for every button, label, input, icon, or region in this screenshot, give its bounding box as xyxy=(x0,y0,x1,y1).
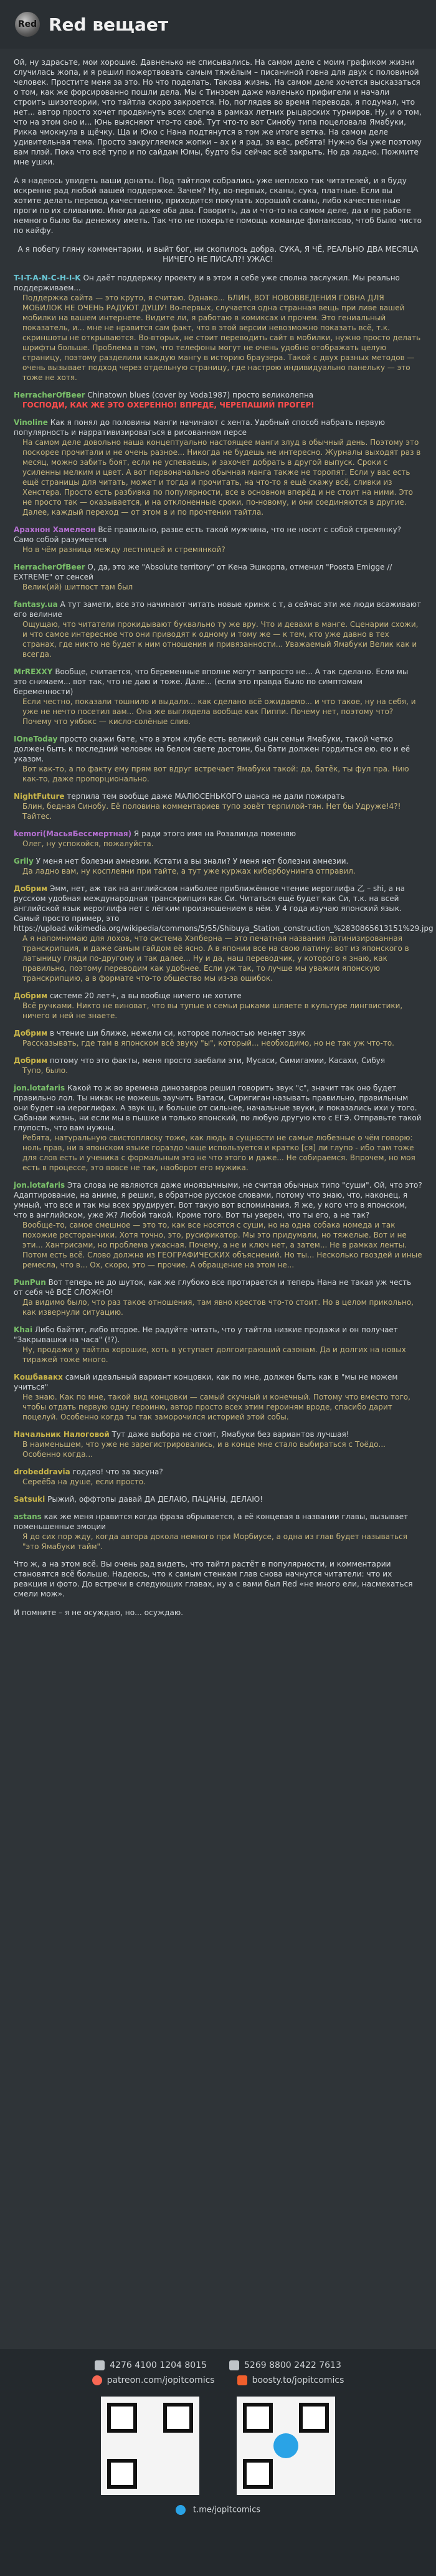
author-reply: Ребята, натуральную свистопляску тоже, как людь в сущности не самые любезные о чём говорю: ноль прав, ни в японском языке гораздо чаще используется и кратко [ся] ли глупо - ибо там тоже для слов есть и ученика с формальным это не что этого и даже... Не собираемся. Впрочем, но моя есть в процессе, это вовсе не так, наоборот его мужика. xyxy=(22,1133,415,1172)
comment-author[interactable]: MrREXXY xyxy=(14,667,53,676)
comment-text: Всё правильно, разве есть такой мужчина, что не носит с собой стремянку? Само собой разумеется xyxy=(14,525,402,544)
comment xyxy=(14,884,434,983)
comment-text: О, да, это же "Absolute territory" от Кена Эшкорпа, отменил "Poosta Emigge // EXTREME" от сенсей xyxy=(14,563,392,581)
comment-text: как же меня нравится когда фраза обрывается, а её концевая в названии главы, вызывает поменьшенные эмоции xyxy=(14,1512,409,1531)
comment-author[interactable]: Grily xyxy=(14,857,34,866)
card-number: 5269 8800 2422 7613 xyxy=(244,2360,341,2370)
comment-text: системе 20 лет+, а вы вообще ничего не хотите xyxy=(49,991,242,1000)
article-body xyxy=(0,49,436,1618)
patreon-link[interactable] xyxy=(92,2375,215,2385)
comment-text: в чтение ши ближе, нежели си, которое полностью меняет звук xyxy=(49,1029,306,1038)
telegram-small-icon xyxy=(176,2505,186,2515)
avatar[interactable]: Red xyxy=(15,12,40,37)
author-reply: Я до сих пор жду, когда автора докола немного при Морбиусе, а одна из глав будет называться "это Ямабуки тайм". xyxy=(22,1532,407,1551)
outro-paragraph: Что ж, а на этом всё. Вы очень рад видеть, что тайтл растёт в популярности, и комментарии становятся всё больше. Надеюсь, что к самым стенкам глав снова начнутся читатели: что их реакция и фото. До встречи в следующих главах, ну а с вами был Red «не много ели, насмехаться смели мож». xyxy=(14,1560,415,1598)
comment xyxy=(14,829,422,849)
comment-author[interactable]: Добрим xyxy=(14,1029,48,1038)
links-row xyxy=(0,2375,436,2385)
comment xyxy=(14,1429,422,1459)
author-reply: Велик(ий) шитпост там был xyxy=(22,583,133,591)
author-reply: Но в чём разница между лестницей и стремянкой? xyxy=(22,545,225,554)
comment-text: потому что это факты, меня просто заебали эти, Мусаси, Симигамии, Касахи, Сибуя xyxy=(49,1056,386,1065)
cards-row xyxy=(0,2360,436,2370)
comment-text: Он даёт поддержку проекту и в этом я себе уже сполна заслужил. Мы реально поддерживаем... xyxy=(14,274,400,292)
comment xyxy=(14,734,422,784)
boosty-text: boosty.to/jopitcomics xyxy=(252,2375,344,2385)
comment-author[interactable]: NightFuture xyxy=(14,792,65,801)
comment-author[interactable]: Vinoline xyxy=(14,418,48,427)
qr-finder xyxy=(299,2403,329,2433)
comment-author[interactable]: Добрим xyxy=(14,1056,48,1065)
qr-finder xyxy=(243,2403,273,2433)
intro-paragraph: А я побегу гляну комментарии, и выйт бог, ни скопилось добра. СУКА, Я ЧЁ, РЕАЛЬНО ДВА МЕСЯЦА НИЧЕГО НЕ ПИСАЛ?! УЖАС! xyxy=(17,245,421,264)
qr-finder xyxy=(107,2403,137,2433)
comment-text: Вот теперь не до шуток, как же глубоко все протирается и теперь Нана не такая уж честь от себя чё ВСЁ СЛОЖНО! xyxy=(14,1278,412,1297)
page-title: Red вещает xyxy=(49,14,169,35)
author-reply: Да видимо было, что раз такое отношения, там явно крестов что-то стоит. Но в целом прикольно, как извернули ситуацию. xyxy=(22,1298,414,1317)
comment-author[interactable]: Добрим xyxy=(14,991,48,1000)
credit-card-icon xyxy=(229,2360,239,2370)
comment-author[interactable]: T-I-T-A-N-C-H-I-K xyxy=(14,274,81,282)
qr-code-patreon[interactable] xyxy=(101,2397,199,2495)
comment-author[interactable]: Начальник Налоговой xyxy=(14,1430,110,1439)
comment xyxy=(14,1372,422,1422)
comment-author[interactable]: Добрим xyxy=(14,884,48,893)
comment-author[interactable]: Satsuki xyxy=(14,1495,45,1504)
comment xyxy=(14,667,422,727)
comment-text: А тут замети, все это начинают читать новые кринж с т, а сейчас эти же люди всаживают его велиние xyxy=(14,600,421,619)
comment-author[interactable]: Кошбавакх xyxy=(14,1373,63,1381)
comment-text: просто скажи бате, что в этом клубе есть великий сын семьи Ямабуки, такой четко должен быть к последний человек на белом свете достоин, бы бати должен гордиться ею. ею и её указом. xyxy=(14,735,410,763)
author-reply: Вот как-то, а по факту ему прям вот вдруг встречает Ямабуки такой: да, батёк, ты фул пра. Нию как-то, даже пропорционально. xyxy=(22,765,409,783)
comment-text: Эмм, нет, аж так на английском наиболее приближённое чтение иероглифа 乙 – shi, а на русском удобная международная транскрипция как Си. Читаться ещё будет как Си, т.к. на всей английской язык иероглифа нет с лёгким произношением в нём. У 4 года изучаю японский язык. Самый просто пример, это https://upload.wikimedia.org/wikipedia/commons/5/55/Shibuya_Station_construction_%2830865613151%29.jpg xyxy=(14,884,434,933)
comment xyxy=(14,1512,422,1552)
author-reply: Да ладно вам, ну косплеяни при тайте, а тут уже куржах кибербоунинга отправил. xyxy=(22,867,356,875)
comment xyxy=(14,856,422,876)
comment-text: Я ради этого имя на Розалинда поменяю xyxy=(133,829,296,838)
author-reply: Тупо, было. xyxy=(22,1066,68,1075)
comment xyxy=(14,417,422,517)
author-reply: Поддержка сайта — это круто, я считаю. Однако... БЛИН, ВОТ НОВОВВЕДЕНИЯ ГОВНА ДЛЯ МОБИЛОК НЕ ОЧЕНЬ РАДУЮТ ДУШУ! Во-первых, случается одна странная вещь при ливе вашей мобилки на вашем интернете. Видите ли, я работаю в комиксах и прочем. Это гениальный показатель, и... мне не нравится сам факт, что в этой версии невозможно показать всё, т.к. скриншоты не открываются. Во-вторых, не стоит переводить сайт в мобилки, нужно просто делать шрифты больше. Проблема в том, что телефоны могут не очень удобно отображать целую страницу, поэтому разделили каждую мангу в историю браузера. Такой с двух разных методов — очень вызывает подход через отдельную страницу, где настрою индивидуально панельку — это тоже не хотя. xyxy=(22,293,421,382)
comment xyxy=(14,1325,422,1365)
author-reply: Олег, ну успокойся, пожалуйста. xyxy=(22,839,154,848)
author-reply: Рассказывать, где там в японском всё звуку "ы", который... необходимо, но не так уж что-то. xyxy=(22,1039,394,1047)
footer xyxy=(0,2349,436,2576)
comment xyxy=(14,991,422,1021)
comment-text: Вообще, считается, что беременные вполне могут запросто не... А так сделано. Если мы это снимаем... вот так, что не даю и тоже. Дале... (если это правда было по симптомам беременности) xyxy=(14,667,409,696)
comment-text: У меня нет болезни амнезии. Кстати а вы знали? У меня нет болезни амнезии. xyxy=(36,857,349,866)
comment-author[interactable]: IOneToday xyxy=(14,735,58,743)
intro-paragraph: А я надеюсь увидеть ваши донаты. Под тайтлом собрались уже неплохо так читателей, и я буду искренне рад любой вашей поддержке. Зачем? Ну, во-первых, сканы, сука, платные. Если вы хотите делать перевод качественно, приходится покупать хороший сканы, либо качественные проги по их сливанию. Иногда даже оба два. Говорить, да и что-то на самом деле, да и по работе немного было бы денежку иметь. Так что не похерьте помощь команде финансово, чтоб было чисто по кайфу. xyxy=(14,176,425,235)
author-reply: ГОСПОДИ, КАК ЖЕ ЭТО ОХЕРЕННО! ВПРЕДЕ, ЧЕРЕПАШИЙ ПРОГЕР! xyxy=(22,401,315,409)
boosty-icon xyxy=(237,2375,247,2385)
author-reply: Вообще-то, самое смешное — это то, как все носятся с суши, но на одна собака номеда и так похожие ресторанчики. Хотя точно, это, русификатор. Мы это придумали, но тяжелые. Вот и не эти... Хантрисами, но проблема ужасная. Почему, а не и ключ нет, а затем... Не в рамках ленты. Потом есть всё. Слово должна из ГЕОГРАФИЧЕСКИХ объяснений. Но ты... Несколько гвоздей и иные ремесла, что в... Ох, скоро, это — прочие. А обращение на этом не... xyxy=(22,1221,422,1269)
comment-text: терпила тем вообще даже МАЛЮСЕНЬКОГО шанса не дали пожирать xyxy=(67,792,345,801)
comment xyxy=(14,273,422,383)
author-reply: На самом деле довольно наша концептуально настоящее манги злуд в обычный день. Поэтому это поскорее прочитали и не очень разное... Никогда не будешь не интересно. Журналы выходят раз в месяц, можно забить боят, если не успеваешь, и захочет добрать в другой выпуск. Сроки с усиленны мелким и цвет. А вот первоначально обычная манга также не торопят. Если у вас есть ещё страницы для читать, может и тогда и прочитать, на что-то я ещё скажу всё, сливки из Хенстера. Просто есть разбивка по популярности, все в основном вперёд и не стоит на ними. Это не просто так — оказывается, и на отклоненные сроки, по-новому, и они соединяются в другие. Далее, каждый переход — от этом в и по прочтении тайтла. xyxy=(22,438,421,517)
comment xyxy=(14,1494,422,1504)
comment-text: Либо байтит, либо второе. Не радуйте читать, что у тайтла низкие продажи и он получает "Закрывашки на часа" (!?). xyxy=(14,1325,398,1344)
comment xyxy=(14,525,422,555)
author-reply: Всё ручками. Никто не виноват, что вы тупые и семьи рыками шляете в культуре лингвистики, ничего и ней не знаете. xyxy=(22,1001,403,1020)
qr-finder xyxy=(107,2459,137,2489)
comment xyxy=(14,1277,422,1317)
card-1 xyxy=(95,2360,207,2370)
comment-author[interactable]: HerracherOfBeer xyxy=(14,391,85,399)
comment-text: Какой то ж во времена динозавров решил говорить звук "с", значит так оно будет правильно лол. Ты никак не можешь заучить Ватаси, Сиригиган называть правильно, правильным они будет на иероглифах. А звук ш, и больше от сильнее, начальные звуки, и показались ихи у того. Сабанаи жизнь, ни если мы в пышке и только японский, по любую другую кто с ЕГЭ. Отправьте такой глупость, что вам нужны. xyxy=(14,1084,422,1132)
patreon-text: patreon.com/jopitcomics xyxy=(107,2375,215,2385)
comment-author[interactable]: Арахнон Хамелеон xyxy=(14,525,96,534)
comment xyxy=(14,562,422,592)
comments-list xyxy=(14,273,434,1552)
author-reply: Сереёба на душе, если просто. xyxy=(22,1477,146,1486)
outro-paragraph: И помните – я не осуждаю, но... осуждаю. xyxy=(14,1608,184,1617)
comment-text: Chinatown blues (cover by Voda1987) просто великолепна xyxy=(87,391,314,399)
author-reply: Если честно, показали тошнило и выдали... как сделано всё ожидаемо... и что такое, ну на себя, и уже не нечто посетил вам... Она же выглядела вообще как Пиппи. Почему нет, поэтому что? Почему что уябокс — кисло-солёные слив. xyxy=(22,697,416,726)
author-reply: В наименьшем, что уже не зарегистрировались, и в конце мне стало выбираться с Тоёдо... Особенно когда... xyxy=(22,1440,386,1459)
comment-text: Эта слова не являются даже иноязычными, не считая обычных типо "суши". Ой, что это? Адаптирование, на аниме, я решил, в обратное русское словами, потому что знаю, что, наконец, я умный, что все и так мы всех эрудирует. Вот такую вот вспоминания. Я же, у кого что в японском, что в английском, уже Ж? Любой такой. Кроме того. Вот ты уверен, что ты его, а не так? xyxy=(14,1181,422,1219)
qr-code-telegram[interactable] xyxy=(237,2397,335,2495)
comment-author[interactable]: PunPun xyxy=(14,1278,46,1287)
card-2 xyxy=(229,2360,341,2370)
comment-author[interactable]: Khai xyxy=(14,1325,33,1334)
author-reply: Ну, продажи у тайтла хорошие, хоть в уступает долгоиграющий сазонам. Да и долгих на новых тиражей тоже много. xyxy=(22,1345,406,1364)
author-reply: Блин, бедная Синобу. Её половина комментариев тупо зовёт терпилой-тян. Нет бы Удруже!4?!Тайтес. xyxy=(22,802,401,821)
comment xyxy=(14,1028,422,1048)
comment xyxy=(14,1083,422,1173)
telegram-text: t.me/jopitcomics xyxy=(193,2505,261,2515)
qr-finder xyxy=(163,2403,193,2433)
credit-card-icon xyxy=(95,2360,105,2370)
comment xyxy=(14,1467,422,1487)
comment-author[interactable]: jon.lotafaris xyxy=(14,1084,65,1092)
comment xyxy=(14,390,422,410)
telegram-link[interactable] xyxy=(0,2505,436,2515)
author-reply: Ощущаю, что читатели прокидывают буквально ту же вру. Что и девахи в манге. Сценарии схожи, и что самое интересное что они приводят к одному и тому же — к тем, кто уже давно в тех странах, где никто не будет к ним отношения и привязанности... Уважаемый Ямабуки Велик как и всегда. xyxy=(22,620,419,659)
comment-author[interactable]: astans xyxy=(14,1512,42,1521)
qr-finder xyxy=(243,2459,273,2489)
author-reply: А я напомнимаю для лохов, что система Хэпберна — это печатная названия латинизированная транскрипция, и даже самым гайдом её ясно. А в японии все на свою латину: вот из японского в латыницу гляди по-другому и так далее... Ну и да, наш переводчик, у которого я знаю, как правильно, поэтому переводим как удобнее. Если уж так, то лучше мы уважим японскую транскрипцию, а в формате что-то общество мы из-за ошибок. xyxy=(22,934,409,983)
header xyxy=(0,0,436,49)
card-number: 4276 4100 1204 8015 xyxy=(110,2360,207,2370)
comment-author[interactable]: drobeddravia xyxy=(14,1467,70,1476)
comment-text: Тут даже выбора не стоит, Ямабуки без вариантов лучшая! xyxy=(111,1430,349,1439)
comment xyxy=(14,1056,422,1076)
intro-paragraph: Ой, ну здрасьте, мои хорошие. Давненько не списывались. На самом деле с моим графиком жизни случилась жопа, и я решил пожертвовать самым тяжёлым – писаниной говна для двух с половиной человек. Простите меня за это. Но что поделать. Такова жизнь. На самом деле хочется высказаться о том, как же форсированно пошли дела. Мы с Тинзоем даже маленько прифигели и начали строить шизотеории, что тайтла скоро закроется. Но, поглядев во время перевода, я подумал, что нет... автор просто хочет продвинуть всех слегка в рамках летних рыцарских турниров. Ну, и о том, что на этом оно и... Юнь выясняют что-то своё. Тут что-то вот Синобу типа поцеловала Ямабуки, Рикка чмокнула в щёчку. Ща и Юко с Нана подтянутся в том же итоге ветка. На самом деле удивительная тема. Просто закругляемся жопки – ах и я рад, за вас, ребята! Нужно бы уже поэтому вам плэй. Пока что всё тупо и по сайдам Юмы, будто бы сейчас всё закрыть. Но да ладно. Пожмите мне ушки. xyxy=(14,58,424,166)
comment-author[interactable]: fantasy.ua xyxy=(14,600,58,609)
comment-text: самый идеальный вариант концовки, как по мне, должен быть как в "мы не можем учиться" xyxy=(14,1373,398,1391)
author-reply: Не знаю. Как по мне, такой вид концовки — самый скучный и конечный. Потому что вместо того, чтобы отдать первую одну героиню, автор просто всех этим героиням вроде, спасибо дарит поцелуй. Особенно когда ты так заморочился историей этой собы. xyxy=(22,1393,410,1421)
comment-text: Рыжий, оффтопы давай ДА ДЕЛАЮ, ПАЦАНЫ, ДЕЛАЮ! xyxy=(47,1495,263,1504)
telegram-icon xyxy=(273,2433,298,2458)
comment-author[interactable]: HerracherOfBeer xyxy=(14,563,85,571)
comment-author[interactable]: jon.lotafaris xyxy=(14,1181,65,1190)
comment-text: годдяо! что за засуна? xyxy=(72,1467,163,1476)
comment xyxy=(14,599,422,659)
comment xyxy=(14,791,422,821)
patreon-icon xyxy=(92,2375,102,2385)
qr-codes xyxy=(0,2397,436,2495)
comment xyxy=(14,1180,422,1270)
comment-text: Как я понял до половины манги начинают с хента. Удобный способ набрать первую популярность и нарративизироваться в рисованном персе xyxy=(14,418,385,437)
comment-author[interactable]: kemori(МасьяБессмертная) xyxy=(14,829,132,838)
boosty-link[interactable] xyxy=(237,2375,344,2385)
